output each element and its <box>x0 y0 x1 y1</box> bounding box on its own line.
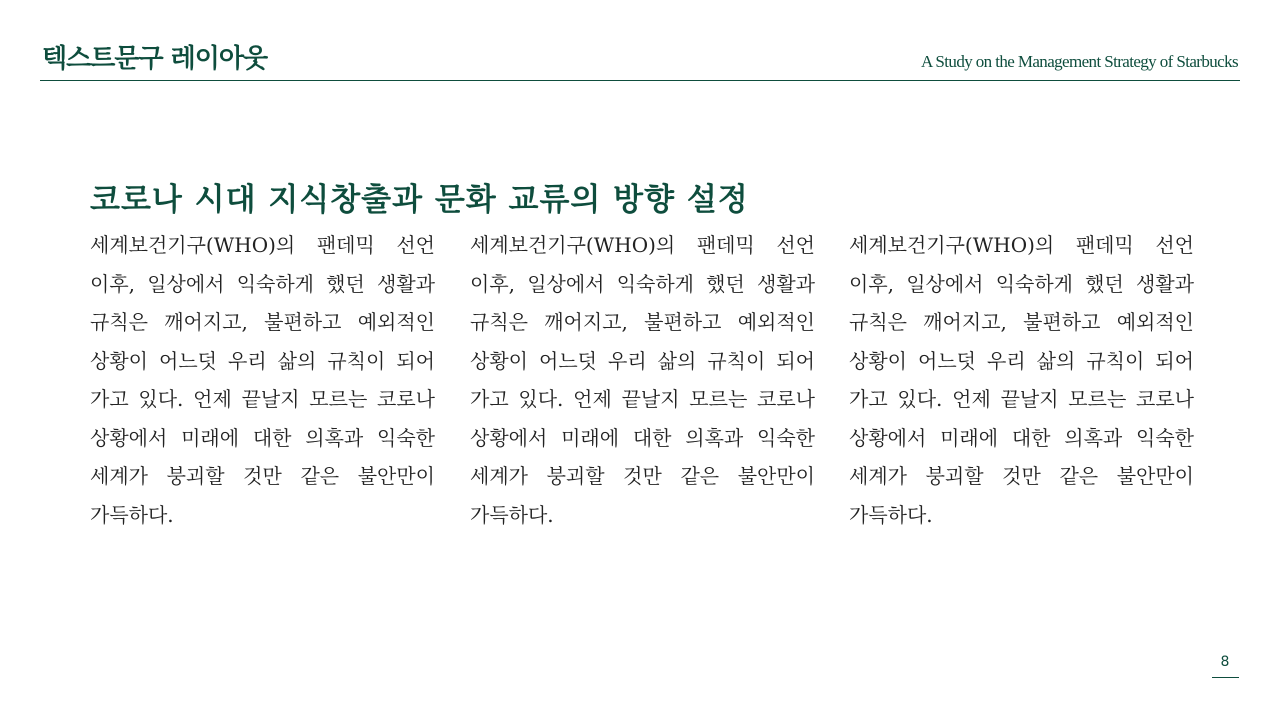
text-column-3: 세계보건기구(WHO)의 팬데믹 선언 이후, 일상에서 익숙하게 했던 생활과 규칙은 깨어지고, 불편하고 예외적인 상황이 어느덧 우리 삶의 규칙이 되어 가고 있다. 언제 끝날지 모르는 코로나 상황에서 미래에 대한 의혹과 익숙한 세계가 붕괴할 것만 같은 불안만이 가득하다. <box>849 233 1194 527</box>
header-subtitle: A Study on the Management Strategy of Starbucks <box>921 52 1238 71</box>
page-number-underline <box>1212 677 1239 678</box>
header-title: 텍스트문구 레이아웃 <box>42 44 268 74</box>
header-divider <box>40 80 1240 81</box>
text-column-2: 세계보건기구(WHO)의 팬데믹 선언 이후, 일상에서 익숙하게 했던 생활과 규칙은 깨어지고, 불편하고 예외적인 상황이 어느덧 우리 삶의 규칙이 되어 가고 있다. 언제 끝날지 모르는 코로나 상황에서 미래에 대한 의혹과 익숙한 세계가 붕괴할 것만 같은 불안만이 가득하다. <box>470 233 815 527</box>
section-title: 코로나 시대 지식창출과 문화 교류의 방향 설정 <box>90 182 749 218</box>
text-column-1: 세계보건기구(WHO)의 팬데믹 선언 이후, 일상에서 익숙하게 했던 생활과 규칙은 깨어지고, 불편하고 예외적인 상황이 어느덧 우리 삶의 규칙이 되어 가고 있다. 언제 끝날지 모르는 코로나 상황에서 미래에 대한 의혹과 익숙한 세계가 붕괴할 것만 같은 불안만이 가득하다. <box>90 233 435 527</box>
page-number: 8 <box>1220 654 1230 670</box>
